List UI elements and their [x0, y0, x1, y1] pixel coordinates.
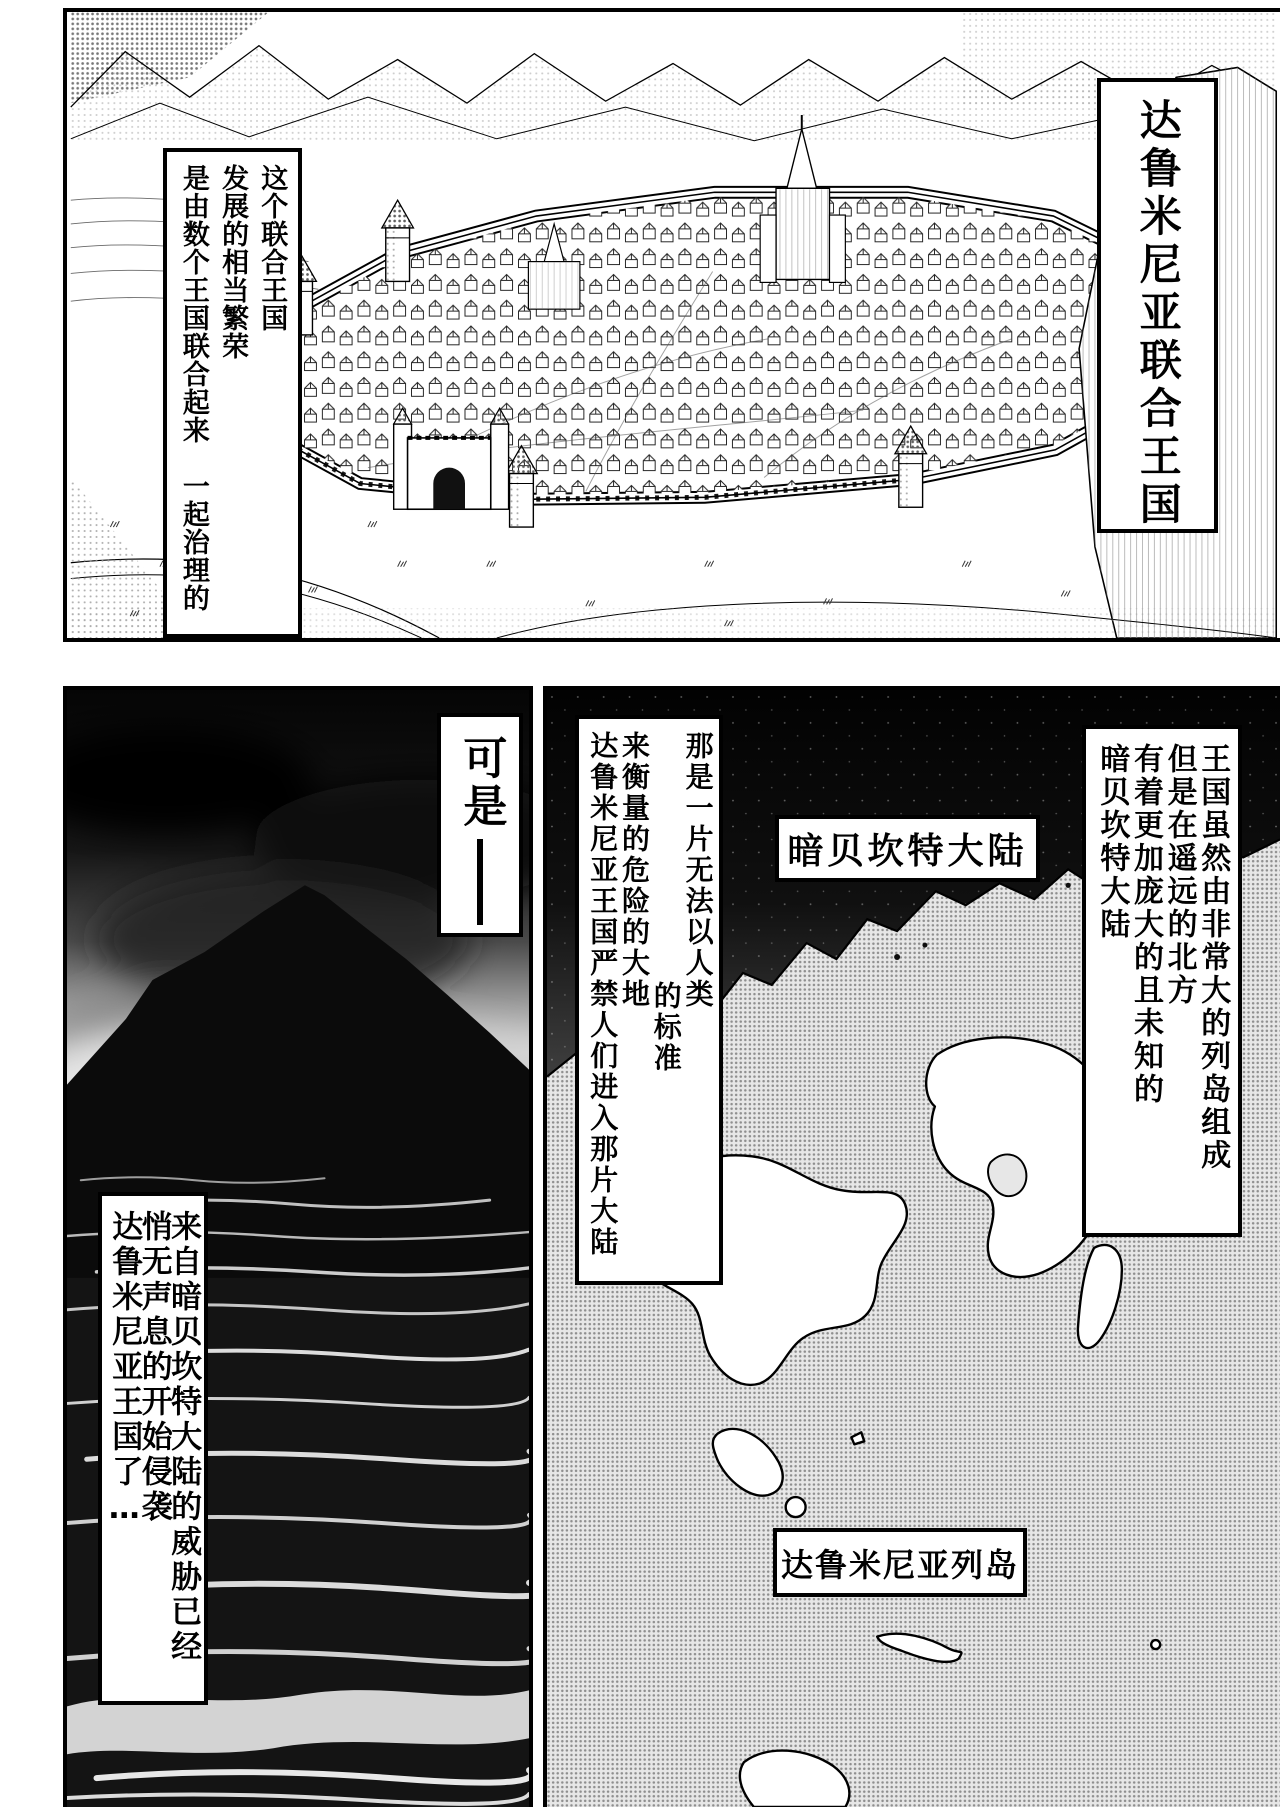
caption-column: 暗贝坎特大陆	[1094, 743, 1130, 941]
caption-column: 来衡量的危险的大地	[618, 731, 651, 1010]
caption-column: 达鲁米尼亚联合王国	[1133, 98, 1183, 530]
map-label-continent: 暗贝坎特大陆	[775, 815, 1040, 882]
caption-column: 悄无声息的开始侵袭	[135, 1210, 172, 1525]
caption-column: 王国虽然由非常大的列岛组成	[1195, 743, 1231, 1172]
caption-column: 发展的相当繁荣	[217, 164, 249, 360]
caption-northern-continent	[1082, 725, 1242, 1237]
caption-column: 是由数个王国联合起来 一起治理的	[177, 164, 209, 612]
background-mountains	[71, 12, 1276, 141]
caption-however	[437, 713, 523, 937]
caption-column: 有着更加庞大的且未知的	[1128, 743, 1163, 1106]
map-label-islands: 达鲁米尼亚列岛	[773, 1528, 1027, 1597]
caption-column: 但是在遥远的北方	[1161, 743, 1197, 1007]
caption-column: 这个联合王国	[256, 164, 288, 332]
caption-kingdom-intro	[163, 148, 302, 638]
caption-column: 可是	[455, 735, 507, 831]
caption-column: 来自暗贝坎特大陆的威胁已经	[165, 1210, 202, 1665]
caption-column: 的标准	[649, 981, 683, 1074]
caption-column: 那是一片无法以人类	[681, 731, 715, 1010]
caption-forbidden-land	[575, 715, 723, 1285]
em-dash-line	[477, 839, 483, 925]
caption-threat	[98, 1192, 208, 1705]
caption-column: 达鲁米尼亚王国了…	[106, 1210, 143, 1530]
walled-city	[243, 115, 1168, 527]
caption-kingdom-title	[1097, 78, 1218, 533]
caption-column: 达鲁米尼亚王国严禁人们进入那片大陆	[586, 731, 620, 1258]
